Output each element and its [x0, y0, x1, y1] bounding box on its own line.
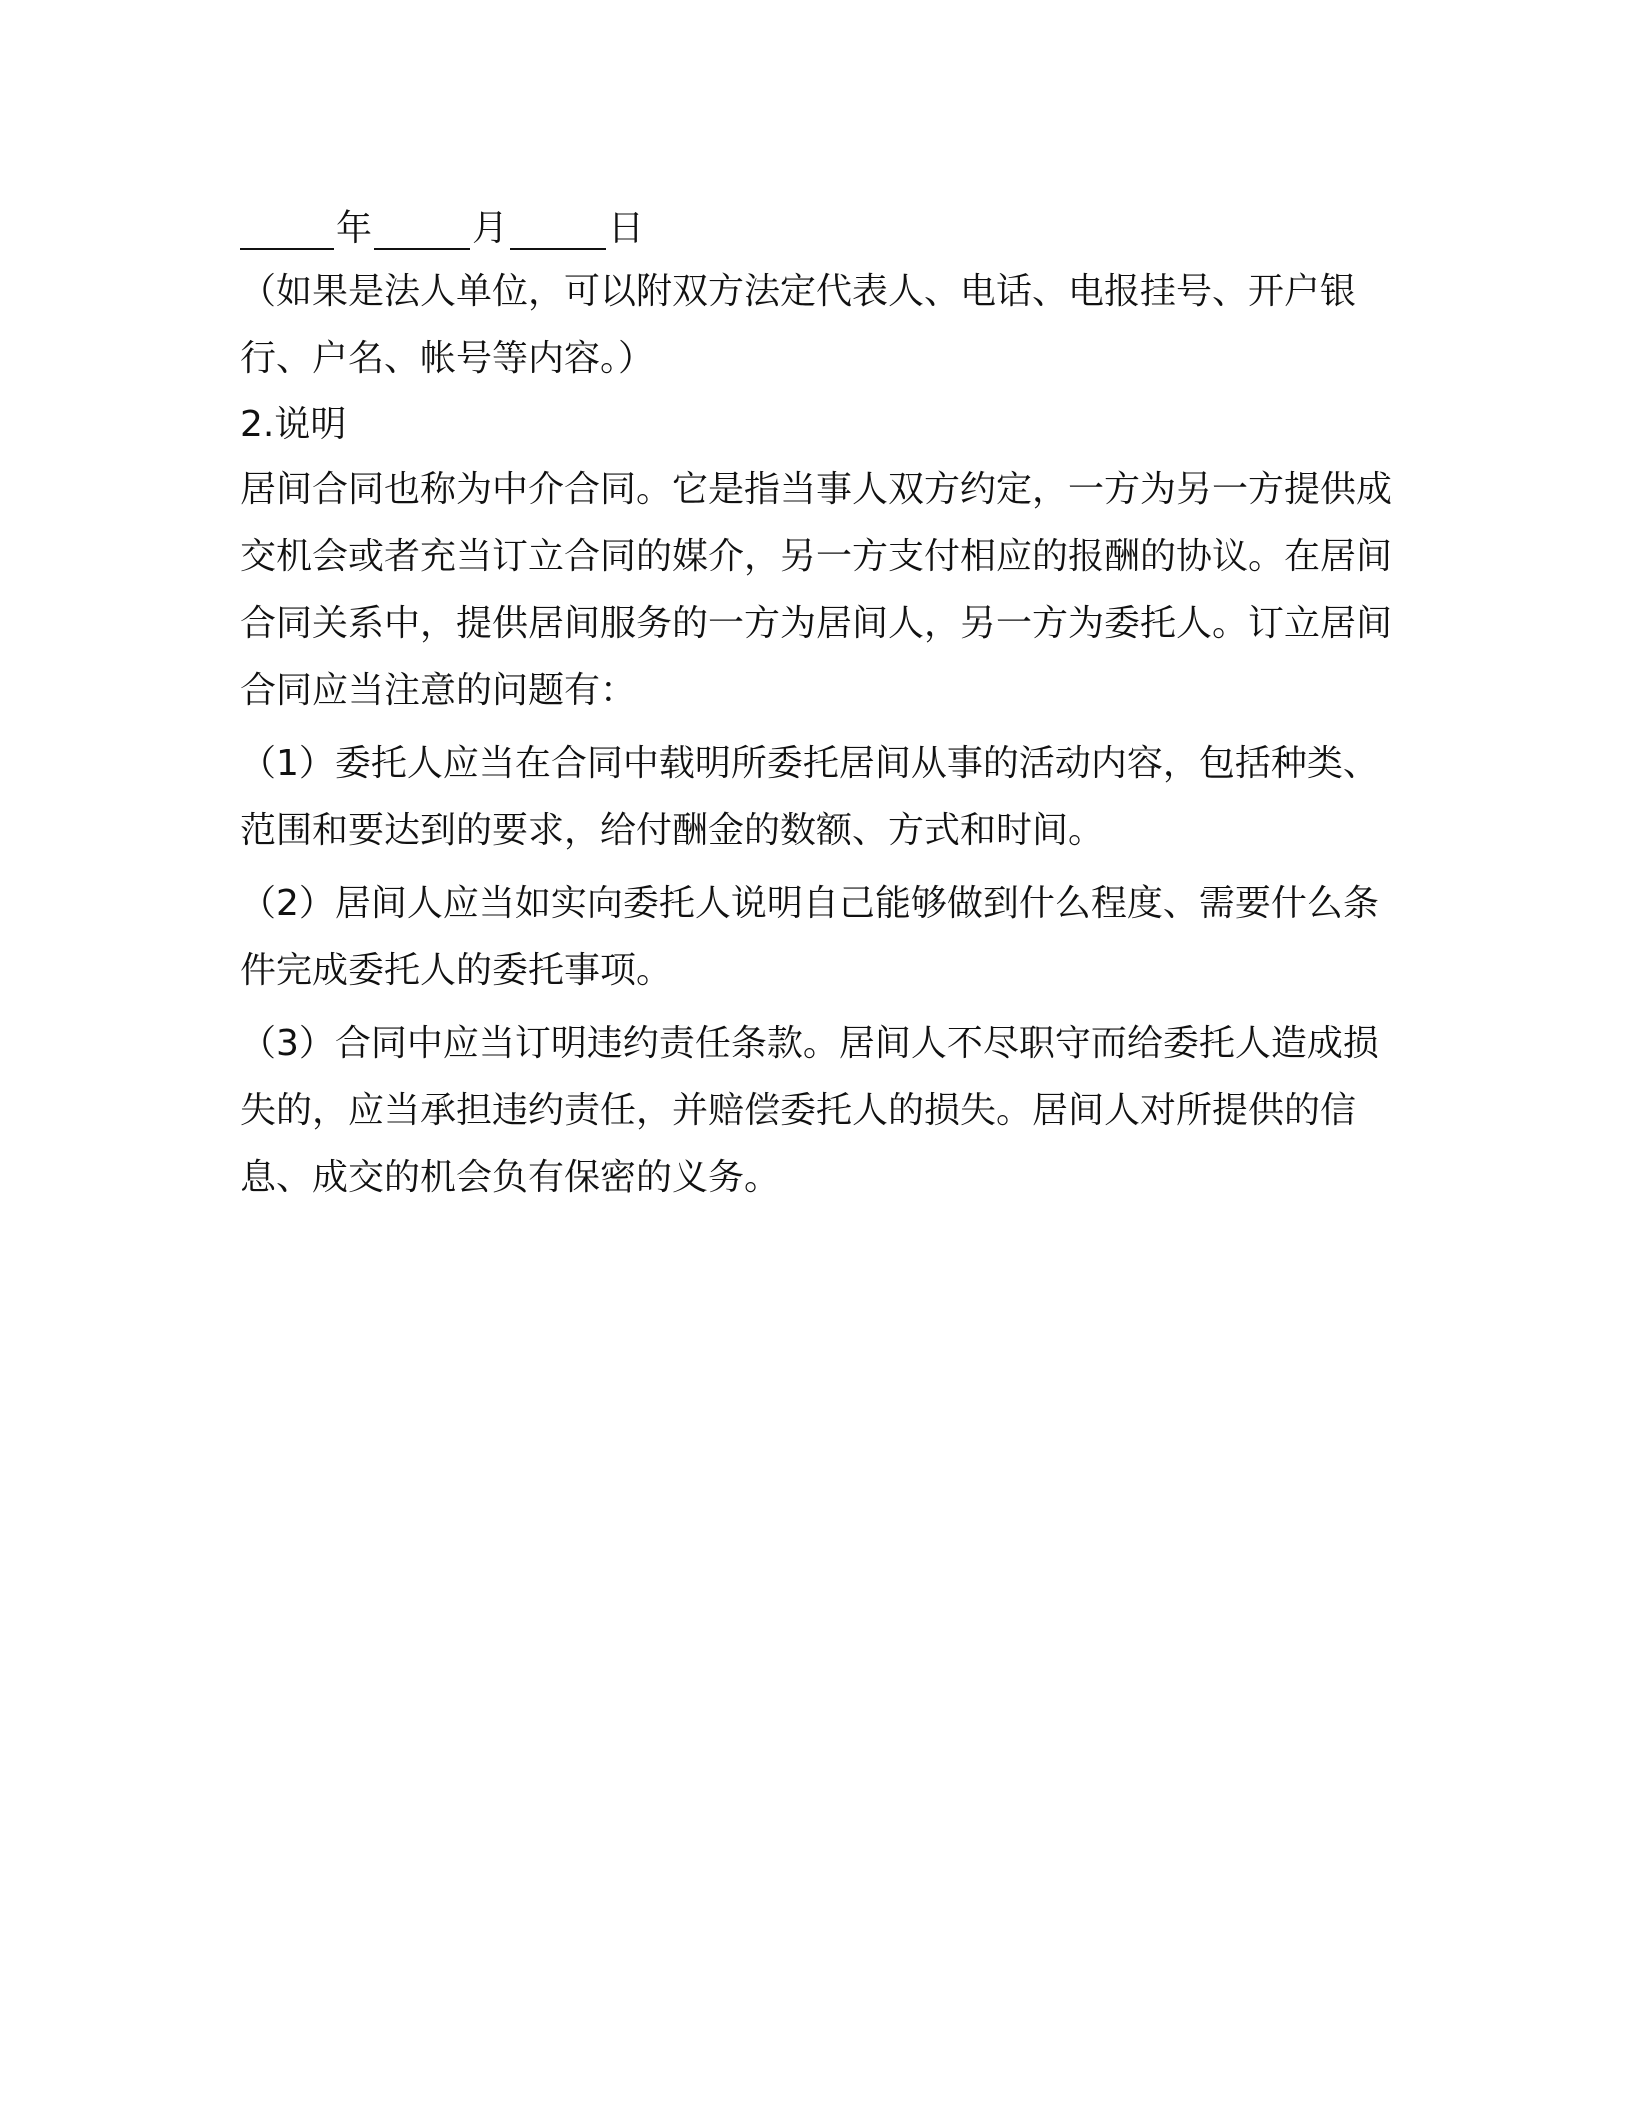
year-blank: [240, 206, 334, 250]
section-heading: 2.说明: [240, 404, 347, 445]
list-item: （2）居间人应当如实向委托人说明自己能够做到什么程度、需要什么条件完成委托人的委托事项。: [240, 883, 1379, 991]
year-label: 年: [336, 208, 373, 249]
day-label: 日: [608, 208, 645, 249]
document-page: [240, 190, 1400, 1211]
date-line: [240, 190, 1400, 250]
month-label: 月: [472, 208, 509, 249]
intro-paragraph: 居间合同也称为中介合同。它是指当事人双方约定，一方为另一方提供成交机会或者充当订立合同的媒介，另一方支付相应的报酬的协议。在居间合同关系中，提供居间服务的一方为居间人，另一方为委托人。订立居间合同应当注意的问题有：: [240, 469, 1393, 711]
day-blank: [510, 206, 606, 250]
legal-entity-note: （如果是法人单位，可以附双方法定代表人、电话、电报挂号、开户银行、户名、帐号等内容。）: [240, 271, 1357, 379]
list-item: （1）委托人应当在合同中载明所委托居间从事的活动内容，包括种类、范围和要达到的要求，给付酬金的数额、方式和时间。: [240, 743, 1379, 851]
month-blank: [374, 206, 470, 250]
list-item: （3）合同中应当订明违约责任条款。居间人不尽职守而给委托人造成损失的，应当承担违约责任，并赔偿委托人的损失。居间人对所提供的信息、成交的机会负有保密的义务。: [240, 1023, 1379, 1198]
